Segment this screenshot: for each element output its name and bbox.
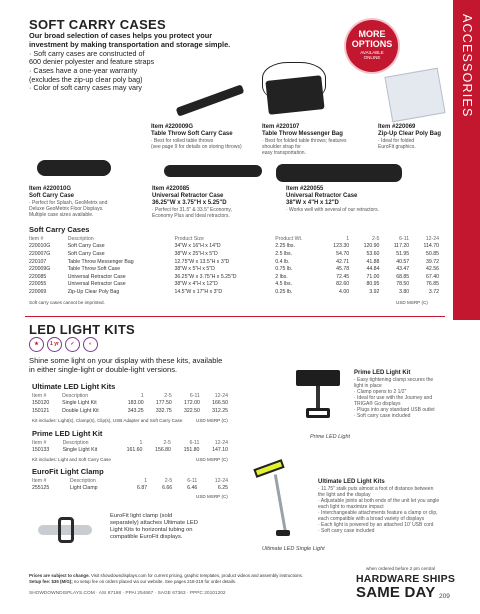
ultimate-label: Ultimate LED Single Light bbox=[262, 546, 325, 552]
table-header-row bbox=[27, 235, 441, 243]
item-number: Item #220085 bbox=[152, 186, 190, 192]
light-icon: ◐ bbox=[83, 337, 98, 352]
table-cell: 183.00 bbox=[127, 400, 144, 407]
feature-line: · Easy tightening clamp secures the bbox=[354, 377, 434, 383]
item-desc: shoulder strap for bbox=[262, 144, 301, 150]
table-cell: 322.50 bbox=[183, 407, 200, 414]
led-intro bbox=[29, 356, 222, 374]
table-cell: Universal Retractor Case bbox=[67, 273, 126, 280]
table-cell: 172.00 bbox=[183, 400, 200, 407]
table-row bbox=[27, 288, 441, 296]
soft-carry-intro bbox=[29, 32, 230, 93]
col-item: Item # bbox=[32, 477, 47, 484]
item-desc: · Best for folded table throws; features bbox=[262, 138, 347, 144]
table-cell: 38"W x 4"H x 12"D bbox=[174, 281, 218, 288]
feature-line: · 11.75" stalk puts almost a foot of distance between bbox=[318, 486, 434, 492]
table-note: Soft carry cases cannot be imprinted. bbox=[29, 300, 105, 305]
item-desc: (see page 9 for details on storing throws) bbox=[151, 144, 242, 150]
footer-fine-print bbox=[29, 573, 359, 584]
table-cell: 312.25 bbox=[212, 407, 228, 414]
page-number: 209 bbox=[439, 593, 450, 600]
badge-options: OPTIONS bbox=[351, 39, 393, 49]
led-intro-1: Shine some light on your display with these kits, available bbox=[29, 356, 223, 365]
table-usd: USD MSRP (C) bbox=[396, 300, 428, 305]
feature-line: light in place bbox=[354, 383, 382, 389]
setup-label: Setup fee: $35 (M/G); bbox=[29, 578, 73, 584]
item-number: Item #220009G bbox=[151, 124, 194, 130]
table-cell: 117.20 bbox=[393, 243, 410, 250]
ship-line-1: HARDWARE SHIPS bbox=[356, 573, 456, 585]
table-cell: Double Light Kit bbox=[62, 407, 99, 414]
check-icon: ✓ bbox=[65, 337, 80, 352]
table-cell: 40.57 bbox=[396, 258, 410, 265]
intro-bullet: · Soft carry cases are constructed of bbox=[29, 48, 145, 58]
prime-features bbox=[354, 370, 464, 419]
item-size: 38"W x 4"H x 12"D bbox=[286, 200, 339, 206]
table-cell: 42.71 bbox=[336, 258, 350, 265]
table-row bbox=[27, 243, 441, 251]
table-cell: 6.87 bbox=[137, 485, 148, 492]
table-row bbox=[30, 485, 230, 493]
table-cell: Soft Carry Case bbox=[67, 250, 105, 257]
table-row bbox=[27, 250, 441, 258]
star-icon: ★ bbox=[29, 337, 44, 352]
table-cell: 3.92 bbox=[369, 288, 380, 295]
eurofit-title: EuroFit Light Clamp bbox=[32, 467, 104, 476]
table-cell: 166.50 bbox=[212, 400, 228, 407]
feature-line: · Soft carry case included bbox=[354, 413, 411, 419]
table-cell: Table Throw Soft Case bbox=[67, 266, 121, 273]
prices-label: Prices are subject to change. bbox=[29, 573, 90, 578]
feature-line: each compatible with a broad variety of displays bbox=[318, 516, 425, 522]
item-name: Universal Retractor Case bbox=[286, 193, 358, 199]
table-cell: 255125 bbox=[32, 485, 50, 492]
ship-line-2: SAME DAY bbox=[356, 584, 436, 601]
feature-line: each light to maximize impact bbox=[318, 504, 384, 510]
table-cell: 4.00 bbox=[339, 288, 350, 295]
ultimate-usd: USD MSRP (C) bbox=[196, 418, 228, 423]
prime-table bbox=[30, 439, 230, 454]
table-cell: 220107 bbox=[29, 258, 47, 265]
col-qty-6-11: 6-11 bbox=[187, 477, 198, 484]
table-cell: Table Throw Messenger Bag bbox=[67, 258, 134, 265]
eurofit-caption bbox=[110, 513, 240, 541]
col-qty-2-5: 2-5 bbox=[163, 439, 171, 446]
caption-line: Light Kits to horizontal tubing on bbox=[110, 527, 193, 533]
table-cell: 80.95 bbox=[366, 281, 380, 288]
col-qty-1: 1 bbox=[144, 477, 148, 484]
table-cell: 50.85 bbox=[426, 250, 439, 257]
warranty-icon: 1 yr bbox=[47, 337, 62, 352]
table-cell: 12.75"W x 13.5"H x 3"D bbox=[174, 258, 230, 265]
table-cell: 120.90 bbox=[363, 243, 380, 250]
soft-carry-table bbox=[27, 235, 441, 296]
table-cell: 6.66 bbox=[162, 485, 173, 492]
item-name: Zip-Up Clear Poly Bag bbox=[378, 131, 442, 137]
item-desc: EuroFit graphics. bbox=[378, 144, 416, 150]
table-cell: 0.75 lb. bbox=[275, 266, 293, 273]
table-cell: Light Clamp bbox=[69, 485, 98, 492]
prime-label: Prime LED Light bbox=[310, 434, 351, 440]
table-cell: 332.75 bbox=[155, 407, 172, 414]
more-options-badge[interactable] bbox=[346, 20, 398, 72]
table-cell: 38"W x 25"H x 5"D bbox=[174, 250, 218, 257]
table-cell: 220009G bbox=[29, 266, 51, 273]
feature-line: · Interchangeable attachments feature a clamp or clip, bbox=[318, 510, 438, 516]
item-desc: Multiple case sizes available. bbox=[29, 212, 94, 218]
ultimate-features-title: Ultimate LED Light Kits bbox=[318, 479, 385, 485]
table-header-row bbox=[30, 392, 230, 400]
table-cell: 220007G bbox=[29, 250, 51, 257]
item-desc: Economy Plus and Ideal retractors. bbox=[152, 213, 230, 219]
table-cell: 220069 bbox=[29, 288, 47, 295]
item-number: Item #220055 bbox=[286, 186, 324, 192]
ultimate-led-image bbox=[250, 460, 310, 540]
accessories-tab-label: ACCESSORIES bbox=[460, 14, 474, 118]
prime-note: Kit includes: Light and Soft Carry Case bbox=[32, 457, 111, 462]
eurofit-clamp-image bbox=[34, 507, 98, 551]
table-cell: 41.88 bbox=[366, 258, 380, 265]
col-qty-1: 1 bbox=[346, 235, 350, 242]
intro-bullet: · Cases have a one-year warranty bbox=[29, 66, 138, 75]
table-cell: 51.95 bbox=[396, 250, 410, 257]
col-qty-12-24: 12-24 bbox=[214, 439, 228, 446]
item-size: 36.25"W x 3.75"H x 5.25"D bbox=[152, 200, 227, 206]
feature-line: · Soft carry case included bbox=[318, 528, 375, 534]
item-number: Item #220069 bbox=[378, 124, 416, 130]
col-qty-2-5: 2-5 bbox=[164, 477, 173, 484]
table-cell: 2.5 lbs. bbox=[275, 250, 293, 257]
table-cell: 36.25"W x 3.75"H x 5.25"D bbox=[174, 273, 237, 280]
intro-bullet: 600 denier polyester and feature straps bbox=[29, 57, 155, 67]
col-description: Description bbox=[67, 235, 94, 242]
col-qty-12-24: 12-24 bbox=[214, 392, 228, 399]
item-desc: Deluxe GeoMetrix Floor Displays. bbox=[29, 206, 104, 212]
col-qty-2-5: 2-5 bbox=[371, 235, 380, 242]
table-row bbox=[30, 407, 230, 415]
table-cell: 72.45 bbox=[336, 273, 350, 280]
item-desc: · Works well with several of our retractors. bbox=[286, 207, 379, 213]
item-number: Item #220010G bbox=[29, 186, 72, 192]
ultimate-features bbox=[318, 479, 468, 534]
col-size: Product Size bbox=[174, 235, 204, 242]
ultimate-note: Kit includes: Light(s), Clamp(s), Clip(s), USB Adapter and Soft Carry Case bbox=[32, 418, 183, 423]
table-cell: 114.70 bbox=[423, 243, 439, 250]
table-cell: 3.80 bbox=[399, 288, 410, 295]
feature-line: · Plugs into any standard USB outlet bbox=[354, 407, 435, 413]
table-header-row bbox=[30, 439, 230, 447]
feature-line: · Each light is powered by an attached 10' USB cord bbox=[318, 522, 434, 528]
ultimate-table bbox=[30, 392, 230, 415]
caption-220069 bbox=[378, 124, 458, 150]
table-cell: 177.50 bbox=[155, 400, 172, 407]
table-cell: 76.85 bbox=[426, 281, 439, 288]
soft-carry-title: SOFT CARRY CASES bbox=[29, 17, 166, 32]
col-qty-12-24: 12-24 bbox=[425, 235, 439, 242]
table-cell: 44.84 bbox=[366, 266, 380, 273]
badge-online: ONLINE bbox=[363, 55, 381, 60]
led-intro-2: in either single-light or double-light versions. bbox=[29, 365, 178, 374]
table-cell: 2 lbs. bbox=[275, 273, 288, 280]
ultimate-title: Ultimate LED Light Kits bbox=[32, 382, 116, 391]
table-cell: 67.40 bbox=[426, 273, 439, 280]
table-row bbox=[30, 447, 230, 455]
table-cell: 53.60 bbox=[366, 250, 380, 257]
table-cell: 343.25 bbox=[127, 407, 144, 414]
item-desc: · Perfect for 31.5" & 33.5" Economy, bbox=[152, 207, 232, 213]
table-cell: Single Light Kit bbox=[62, 447, 98, 454]
retractor-case-55-image bbox=[276, 164, 402, 182]
led-title: LED LIGHT KITS bbox=[29, 322, 136, 337]
setup-text: no setup fee on orders placed via our website. See pages 218-219 for order details. bbox=[72, 578, 237, 584]
intro-bullet: · Color of soft carry cases may vary bbox=[29, 83, 143, 93]
table-cell: 71.00 bbox=[366, 273, 380, 280]
feature-line: TRIGA® Go displays bbox=[354, 401, 401, 407]
caption-220085 bbox=[152, 186, 272, 219]
caption-220107 bbox=[262, 124, 372, 156]
retractor-case-85-image bbox=[164, 165, 262, 177]
table-cell: 78.50 bbox=[396, 281, 410, 288]
col-item: Item # bbox=[32, 439, 47, 446]
caption-line: EuroFit light clamp (sold bbox=[110, 513, 173, 519]
eurofit-usd: USD MSRP (C) bbox=[196, 494, 228, 499]
col-qty-6-11: 6-11 bbox=[189, 392, 200, 399]
col-weight: Product Wt. bbox=[275, 235, 303, 242]
soft-carry-table-title: Soft Carry Cases bbox=[29, 225, 90, 234]
table-cell: 220010G bbox=[29, 243, 51, 250]
col-qty-2-5: 2-5 bbox=[164, 392, 172, 399]
table-cell: 39.72 bbox=[426, 258, 439, 265]
table-cell: 68.85 bbox=[396, 273, 410, 280]
caption-line: separately) attaches Ultimate LED bbox=[110, 520, 198, 526]
table-cell: 3.72 bbox=[428, 288, 439, 295]
col-description: Description bbox=[69, 477, 96, 484]
table-cell: 220055 bbox=[29, 281, 47, 288]
table-row bbox=[27, 258, 441, 266]
ship-note: when ordered before 2 pm central bbox=[366, 566, 435, 571]
col-qty-6-11: 6-11 bbox=[189, 439, 200, 446]
table-cell: 45.78 bbox=[336, 266, 350, 273]
col-item: Item # bbox=[32, 392, 47, 399]
item-name: Table Throw Soft Carry Case bbox=[151, 131, 233, 137]
caption-220009g bbox=[151, 124, 261, 150]
prices-text: Visit showdowndisplays.com for current pricing, graphic templates, product videos and assembly instructions. bbox=[89, 573, 303, 578]
eurofit-table bbox=[30, 477, 230, 492]
item-number: Item #220107 bbox=[262, 124, 300, 130]
table-cell: 151.80 bbox=[183, 447, 200, 454]
table-row bbox=[27, 265, 441, 273]
caption-220010g bbox=[29, 186, 149, 218]
table-row bbox=[27, 281, 441, 289]
table-row bbox=[30, 400, 230, 408]
prime-usd: USD MSRP (C) bbox=[196, 457, 228, 462]
col-qty-1: 1 bbox=[140, 392, 144, 399]
item-desc: · Best for rolled table throws bbox=[151, 138, 214, 144]
table-cell: Soft Carry Case bbox=[67, 243, 105, 250]
prime-led-image bbox=[288, 370, 348, 420]
table-cell: 150120 bbox=[32, 400, 50, 407]
table-cell: 220085 bbox=[29, 273, 47, 280]
table-header-row bbox=[30, 477, 230, 485]
item-name: Universal Retractor Case bbox=[152, 193, 224, 199]
badge-available: AVAILABLE bbox=[360, 50, 384, 55]
footer-contact[interactable]: SHOWDOWNDISPLAYS.COM · ASI 87168 · PPAI 254667 · SAGE 67363 · PPPC 20101202 bbox=[29, 591, 226, 596]
caption-220055 bbox=[286, 186, 436, 213]
col-description: Description bbox=[62, 439, 89, 446]
table-cell: 38"W x 5"H x 5"D bbox=[174, 266, 215, 273]
intro-bullet: (excludes the zip-up clear poly bag) bbox=[29, 74, 143, 84]
table-cell: 54.70 bbox=[336, 250, 350, 257]
col-item: Item # bbox=[29, 235, 44, 242]
item-desc: · Ideal for folded bbox=[378, 138, 415, 144]
table-cell: 150121 bbox=[32, 407, 50, 414]
table-cell: 6.46 bbox=[187, 485, 198, 492]
table-cell: 6.25 bbox=[217, 485, 228, 492]
feature-line: · Ideal for use with the Journey and bbox=[354, 395, 433, 401]
table-cell: 147.10 bbox=[212, 447, 228, 454]
table-cell: 14.5"W x 17"H x 3"D bbox=[174, 288, 223, 295]
soft-carry-case-image bbox=[37, 160, 111, 176]
table-cell: 123.30 bbox=[333, 243, 350, 250]
table-cell: Single Light Kit bbox=[62, 400, 97, 407]
table-cell: 42.56 bbox=[426, 266, 439, 273]
intro-line-1: Our broad selection of cases helps you protect your bbox=[29, 31, 213, 40]
messenger-strap-image bbox=[262, 62, 326, 102]
prime-title: Prime LED Light Kit bbox=[32, 429, 103, 438]
clear-poly-bag-image bbox=[384, 68, 445, 123]
accessories-tab bbox=[453, 0, 480, 320]
item-name: Table Throw Messenger Bag bbox=[262, 131, 343, 137]
table-cell: Universal Retractor Case bbox=[67, 281, 126, 288]
table-cell: 4.5 lbs. bbox=[275, 281, 293, 288]
table-cell: 161.60 bbox=[126, 447, 143, 454]
prime-features-title: Prime LED Light Kit bbox=[354, 370, 411, 376]
col-qty-6-11: 6-11 bbox=[399, 235, 410, 242]
table-cell: 2.25 lbs. bbox=[275, 243, 295, 250]
table-cell: 43.47 bbox=[396, 266, 410, 273]
caption-line: compatible EuroFit displays. bbox=[110, 534, 183, 540]
item-desc: easy transportation. bbox=[262, 150, 306, 156]
col-qty-12-24: 12-24 bbox=[214, 477, 228, 484]
table-cell: 150133 bbox=[32, 447, 50, 454]
table-row bbox=[27, 273, 441, 281]
table-cell: 0.4 lb. bbox=[275, 258, 290, 265]
table-cell: 34"W x 16"H x 14"D bbox=[174, 243, 221, 250]
feature-line: · Adjustable joints at both ends of the unit let you angle bbox=[318, 498, 440, 504]
table-cell: 156.80 bbox=[155, 447, 171, 454]
table-cell: Zip-Up Clear Poly Bag bbox=[67, 288, 120, 295]
feature-line: · Clamp opens to 2 1/2" bbox=[354, 389, 407, 395]
item-name: Soft Carry Case bbox=[29, 193, 75, 199]
section-divider bbox=[25, 316, 445, 317]
badge-more: MORE bbox=[358, 29, 386, 39]
col-description: Description bbox=[62, 392, 89, 399]
table-cell: 0.25 lb. bbox=[275, 288, 293, 295]
col-qty-1: 1 bbox=[139, 439, 143, 446]
intro-line-2: investment by making transportation and storage simple. bbox=[29, 39, 231, 49]
item-desc: · Perfect for Splash, GeoMetrix and bbox=[29, 200, 108, 206]
table-cell: 82.60 bbox=[336, 281, 350, 288]
feature-line: the light and the display bbox=[318, 492, 371, 498]
